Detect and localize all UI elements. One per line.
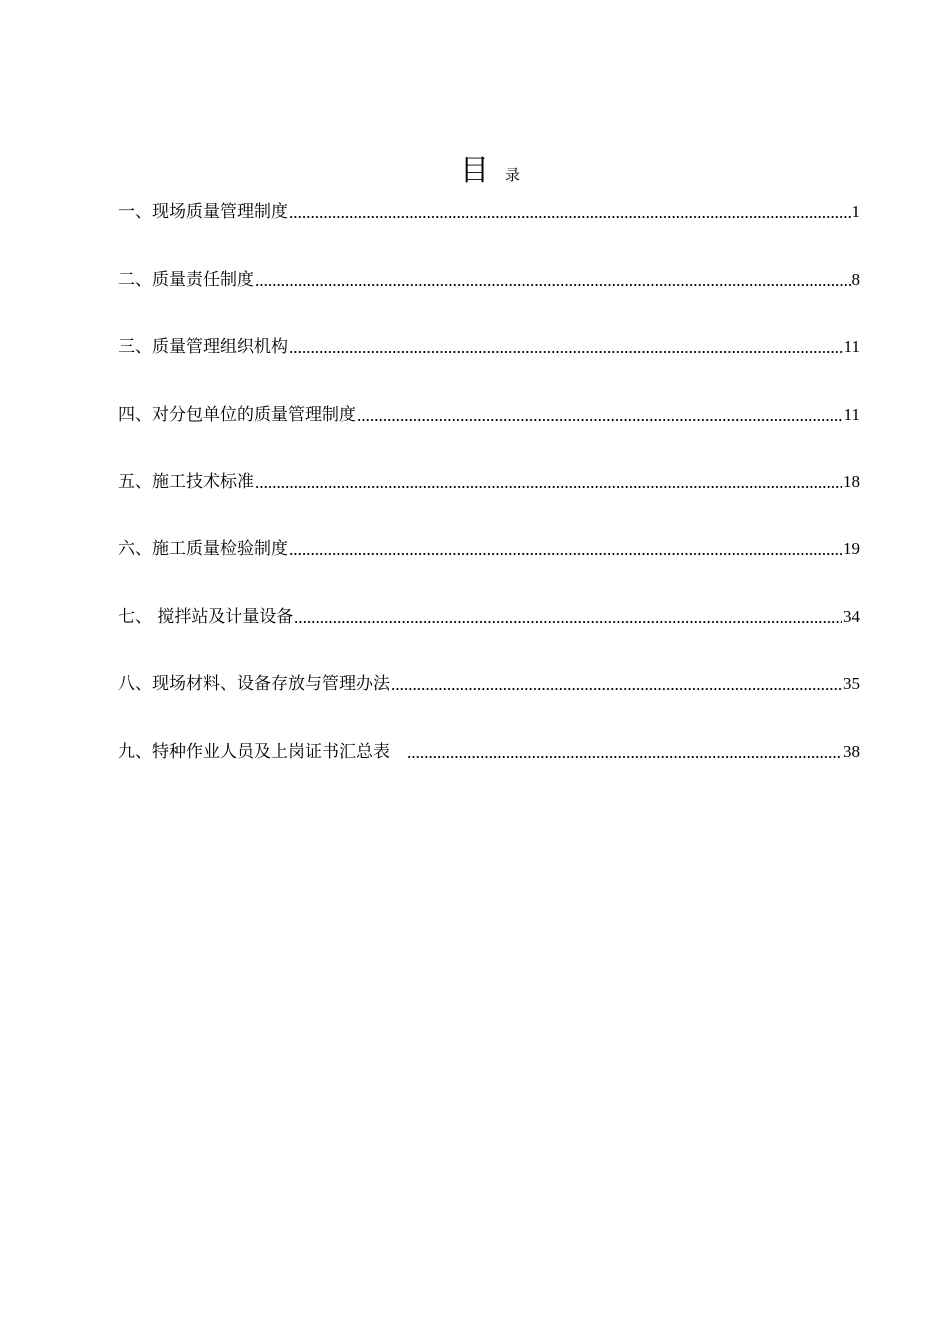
toc-entry-page-number: 19 (843, 539, 860, 559)
toc-entry[interactable] (118, 529, 860, 596)
dot-leader (289, 215, 851, 219)
toc-entry-page-number: 38 (843, 741, 860, 761)
toc-entry-page-number: 8 (851, 269, 860, 289)
toc-entry-page-number: 11 (843, 404, 860, 424)
toc-entry-page-number: 1 (851, 202, 860, 222)
table-of-contents (118, 192, 860, 799)
toc-entry[interactable] (118, 731, 860, 798)
toc-entry-page-number: 34 (843, 606, 860, 626)
dot-leader (407, 755, 842, 759)
dot-leader (391, 687, 842, 691)
toc-entry[interactable] (118, 462, 860, 529)
toc-entry-label: 三、质量管理组织机构 (118, 337, 288, 358)
toc-entry-page-number: 18 (843, 471, 860, 491)
dot-leader (289, 350, 843, 354)
toc-heading-sub: 录 (505, 166, 521, 184)
dot-leader (289, 552, 842, 556)
dot-leader (357, 418, 843, 422)
toc-entry-label: 二、质量责任制度 (118, 269, 254, 290)
toc-entry[interactable] (118, 259, 860, 326)
toc-entry-label: 九、特种作业人员及上岗证书汇总表 (118, 741, 407, 762)
toc-entry[interactable] (118, 394, 860, 461)
toc-entry-label: 一、现场质量管理制度 (118, 202, 288, 223)
toc-entry[interactable] (118, 664, 860, 731)
dot-leader (255, 485, 842, 489)
toc-entry-page-number: 35 (843, 674, 860, 694)
toc-entry[interactable] (118, 192, 860, 259)
toc-entry[interactable] (118, 596, 860, 663)
toc-entry-label: 四、对分包单位的质量管理制度 (118, 404, 356, 425)
dot-leader (255, 283, 851, 287)
toc-entry-label: 八、现场材料、设备存放与管理办法 (118, 674, 390, 695)
dot-leader (294, 620, 842, 624)
toc-heading-main: 目 (459, 153, 489, 187)
toc-entry-label: 六、施工质量检验制度 (118, 539, 288, 560)
toc-heading (0, 148, 950, 189)
toc-entry-label: 五、施工技术标准 (118, 471, 254, 492)
toc-entry[interactable] (118, 327, 860, 394)
toc-entry-page-number: 11 (843, 337, 860, 357)
toc-entry-label: 七、 搅拌站及计量设备 (118, 606, 294, 627)
